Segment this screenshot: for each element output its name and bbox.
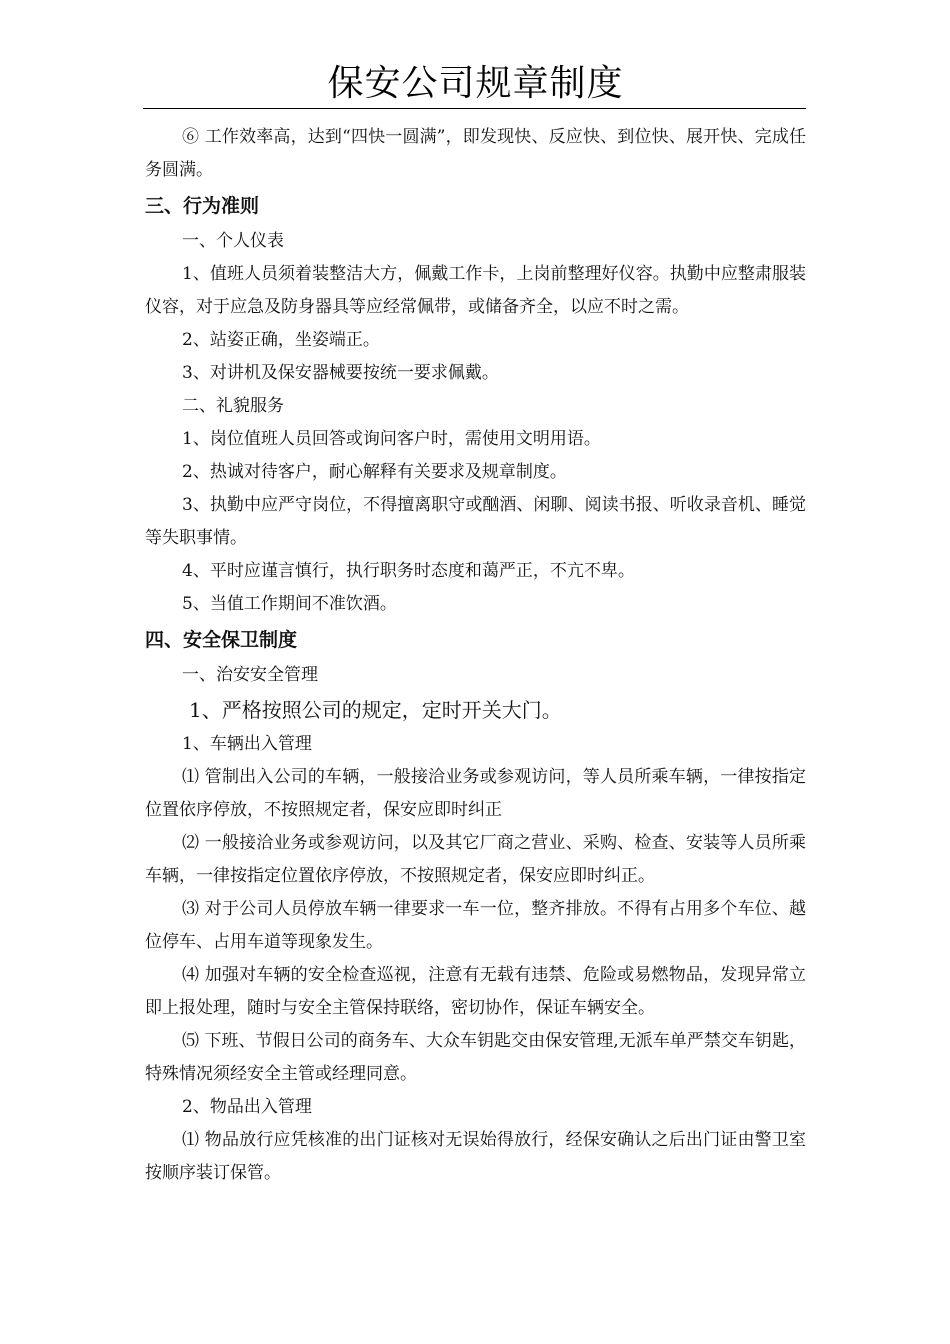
paragraph: 3、对讲机及保安器械要按统一要求佩戴。 (182, 363, 499, 383)
paragraph: ⑴ 物品放行应凭核准的出门证核对无误始得放行，经保安确认之后出门证由警卫室按顺序装订保管。 (145, 1130, 806, 1183)
paragraph: 1、岗位值班人员回答或询问客户时，需使用文明用语。 (182, 429, 601, 449)
document-body (145, 121, 806, 1190)
paragraph: ⑥ 工作效率高，达到“四快一圆满”，即发现快、反应快、到位快、展开快、完成任务圆满。 (145, 127, 806, 180)
title-underline (143, 108, 806, 109)
subsection-heading: 二、礼貌服务 (182, 396, 284, 416)
section-heading: 三、行为准则 (145, 195, 260, 217)
paragraph: ⑸ 下班、节假日公司的商务车、大众车钥匙交由保安管理,无派车单严禁交车钥匙，特殊情况须经安全主管或经理同意。 (145, 1031, 806, 1084)
subsection-heading: 2、物品出入管理 (182, 1097, 312, 1117)
paragraph: ⑴ 管制出入公司的车辆，一般接洽业务或参观访问，等人员所乘车辆，一律按指定位置依序停放，不按照规定者，保安应即时纠正 (145, 767, 806, 820)
subsection-heading: 一、个人仪表 (182, 231, 284, 251)
paragraph-large: 1、严格按照公司的规定，定时开关大门。 (189, 698, 562, 722)
paragraph: 2、热诚对待客户，耐心解释有关要求及规章制度。 (182, 462, 567, 482)
paragraph: 4、平时应谨言慎行，执行职务时态度和蔼严正，不亢不卑。 (182, 561, 635, 581)
paragraph: 1、值班人员须着装整洁大方，佩戴工作卡，上岗前整理好仪容。执勤中应整肃服装仪容，对于应急及防身器具等应经常佩带，或储备齐全，以应不时之需。 (145, 264, 806, 317)
subsection-heading: 1、车辆出入管理 (182, 734, 312, 754)
paragraph: ⑶ 对于公司人员停放车辆一律要求一车一位，整齐排放。不得有占用多个车位、越位停车、占用车道等现象发生。 (145, 899, 806, 952)
subsection-heading: 一、治安安全管理 (182, 665, 318, 685)
paragraph: ⑵ 一般接洽业务或参观访问，以及其它厂商之营业、采购、检查、安装等人员所乘车辆，一律按指定位置依序停放，不按照规定者，保安应即时纠正。 (145, 833, 806, 886)
paragraph: 5、当值工作期间不准饮酒。 (182, 594, 397, 614)
paragraph: 2、站姿正确，坐姿端正。 (182, 330, 380, 350)
page-title: 保安公司规章制度 (327, 63, 624, 104)
paragraph: 3、执勤中应严守岗位，不得擅离职守或酗酒、闲聊、阅读书报、听收录音机、睡觉等失职事情。 (145, 495, 806, 548)
paragraph: ⑷ 加强对车辆的安全检查巡视，注意有无载有违禁、危险或易燃物品，发现异常立即上报处理，随时与安全主管保持联络，密切协作，保证车辆安全。 (145, 965, 806, 1018)
section-heading: 四、安全保卫制度 (145, 629, 298, 651)
